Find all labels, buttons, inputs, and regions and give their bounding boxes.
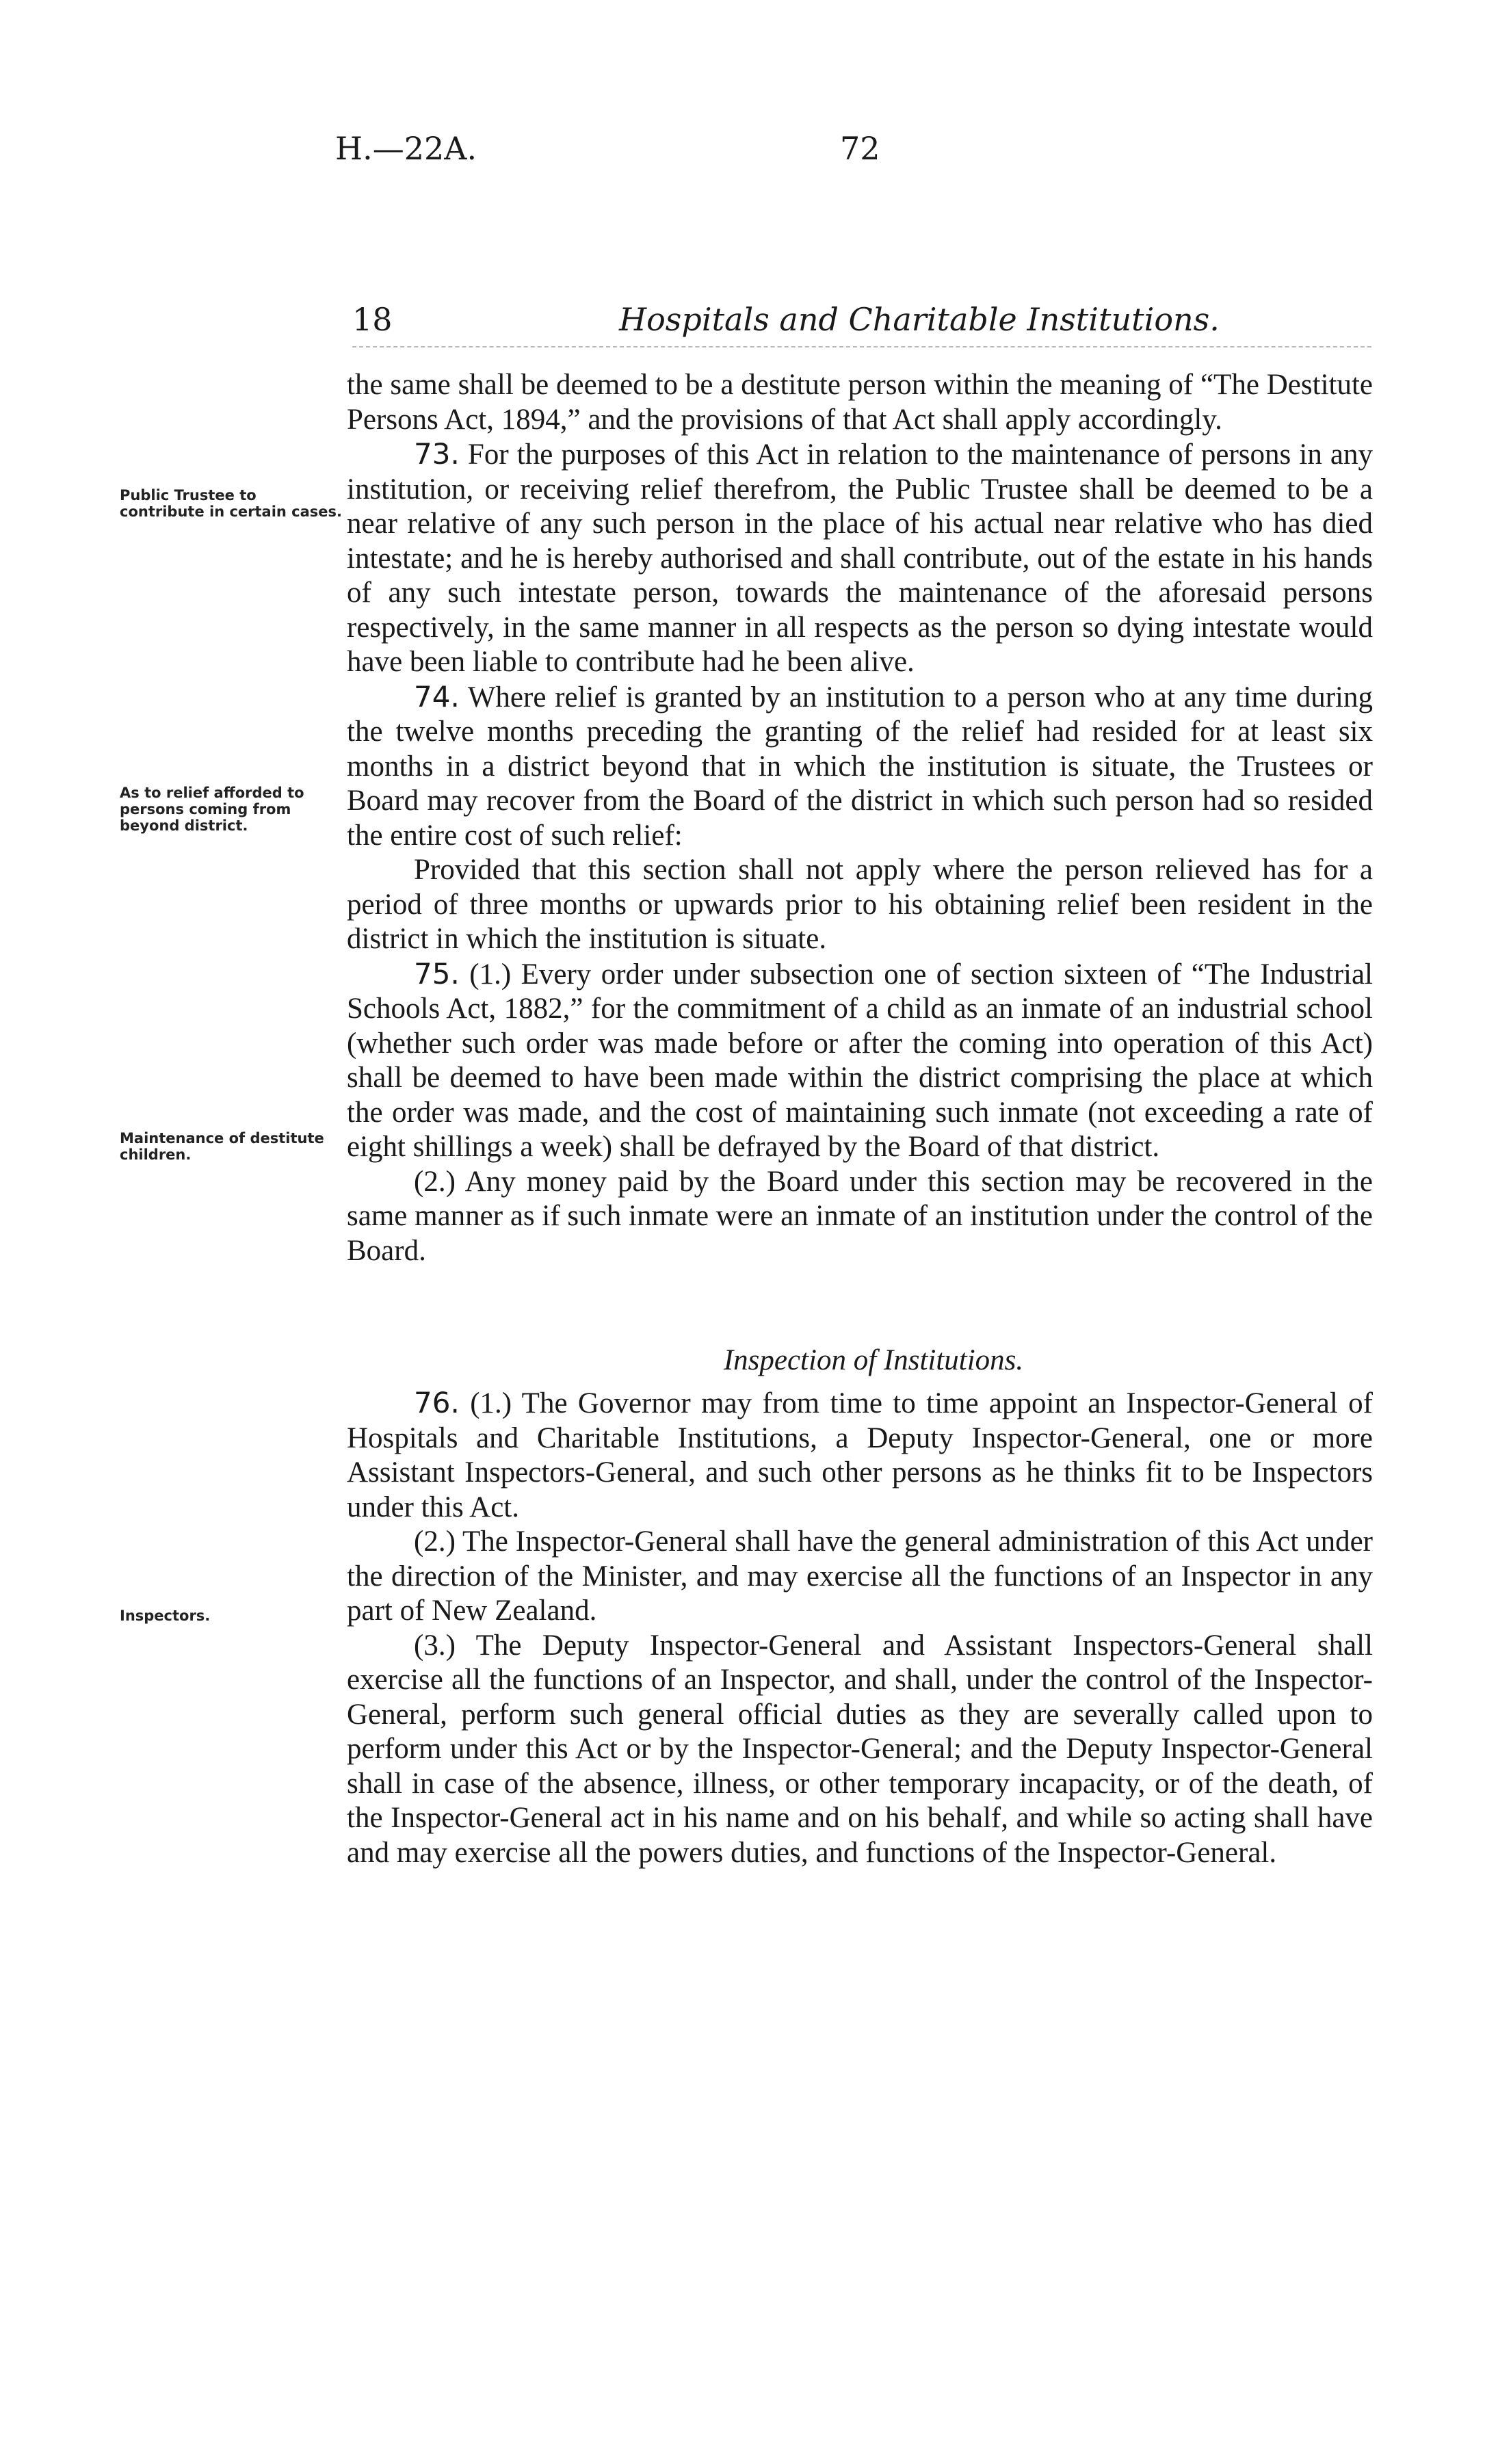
section-75-2: (2.) Any money paid by the Board under this section may be recovered in the same manner as if such inmate were an inmate of an institution under the control of the Board. [347, 1165, 1373, 1267]
section-number: 75. [414, 956, 460, 991]
continuation-paragraph: the same shall be deemed to be a destitute person within the meaning of “The Destitute Persons Act, 1894,” and the provisions of that Act shall apply accordingly. [347, 369, 1373, 436]
statute-body [347, 368, 1373, 1870]
section-number: 73. [414, 437, 460, 471]
section-76-1 [347, 1386, 1373, 1525]
section-text: (1.) The Governor may from time to time appoint an Inspector-General of Hospitals and Charitable Institutions, a Deputy Inspector-General, one or more Assistant Inspectors-General, and such other persons as he thinks fit to be Inspectors under this Act. [347, 1387, 1373, 1523]
section-73 [347, 437, 1373, 680]
section-76-3: (3.) The Deputy Inspector-General and Assistant Inspectors-General shall exercise all the functions of an Inspector, and shall, under the control of the Inspector-General, perform such general official duties as they are severally called upon to perform under this Act or by the Inspector-General; and the Deputy Inspector-General shall in case of the absence, illness, or other temporary incapacity, or of the death, of the Inspector-General act in his name and on his behalf, and while so acting shall have and may exercise all the powers duties, and functions of the Inspector-General. [347, 1629, 1373, 1869]
margin-note-relief-beyond-district: As to relief afforded to persons coming from beyond district. [120, 785, 304, 834]
section-75-1 [347, 957, 1373, 1165]
section-number: 74. [414, 679, 460, 713]
section-text: (1.) Every order under subsection one of section sixteen of “The Industrial Schools Act, 1882,” for the commitment of a child as an inmate of an industrial school (whether such order was made before or after the coming into operation of this Act) shall be deemed to have been made within the district comprising the place at which the order was made, and the cost of maintaining such inmate (not exceeding a rate of eight shillings a week) shall be defrayed by the Board of that district. [347, 958, 1373, 1163]
margin-note-public-trustee: Public Trustee to contribute in certain cases. [120, 487, 343, 520]
section-74-proviso: Provided that this section shall not apply where the person relieved has for a period of three months or upwards prior to his obtaining relief been resident in the district in which the institution is situate. [347, 854, 1373, 955]
margin-note-destitute-children: Maintenance of destitute children. [120, 1130, 324, 1163]
running-title: Hospitals and Charitable Institutions. [619, 301, 1220, 338]
heading-inspection-of-institutions: Inspection of Institutions. [723, 1344, 1024, 1376]
running-page-number: 18 [352, 301, 393, 338]
section-number: 76. [414, 1386, 460, 1419]
margin-note-inspectors: Inspectors. [120, 1608, 211, 1624]
section-74 [347, 680, 1373, 854]
section-text: Where relief is granted by an institution to a person who at any time during the twelve months preceding the granting of the relief had resided for at least six months in a district beyond that in which the institution is situate, the Trustees or Board may recover from the Board of the district in which such person had so resided the entire cost of such relief: [347, 681, 1373, 852]
section-text: For the purposes of this Act in relation to the maintenance of persons in any institution, or receiving relief therefrom, the Public Trustee shall be deemed to be a near relative of any such person in the place of his actual near relative who has died intestate; and he is hereby authorised and shall contribute, out of the estate in his hands of any such intestate person, towards the maintenance of the aforesaid persons respectively, in the same manner in all respects as the person so dying intestate would have been liable to contribute had he been alive. [347, 438, 1374, 678]
header-rule [352, 346, 1371, 348]
page-number: 72 [840, 130, 880, 167]
document-reference: H.—22A. [335, 130, 477, 167]
section-76-2: (2.) The Inspector-General shall have the general administration of this Act under the direction of the Minister, and may exercise all the functions of an Inspector in any part of New Zealand. [347, 1525, 1373, 1627]
